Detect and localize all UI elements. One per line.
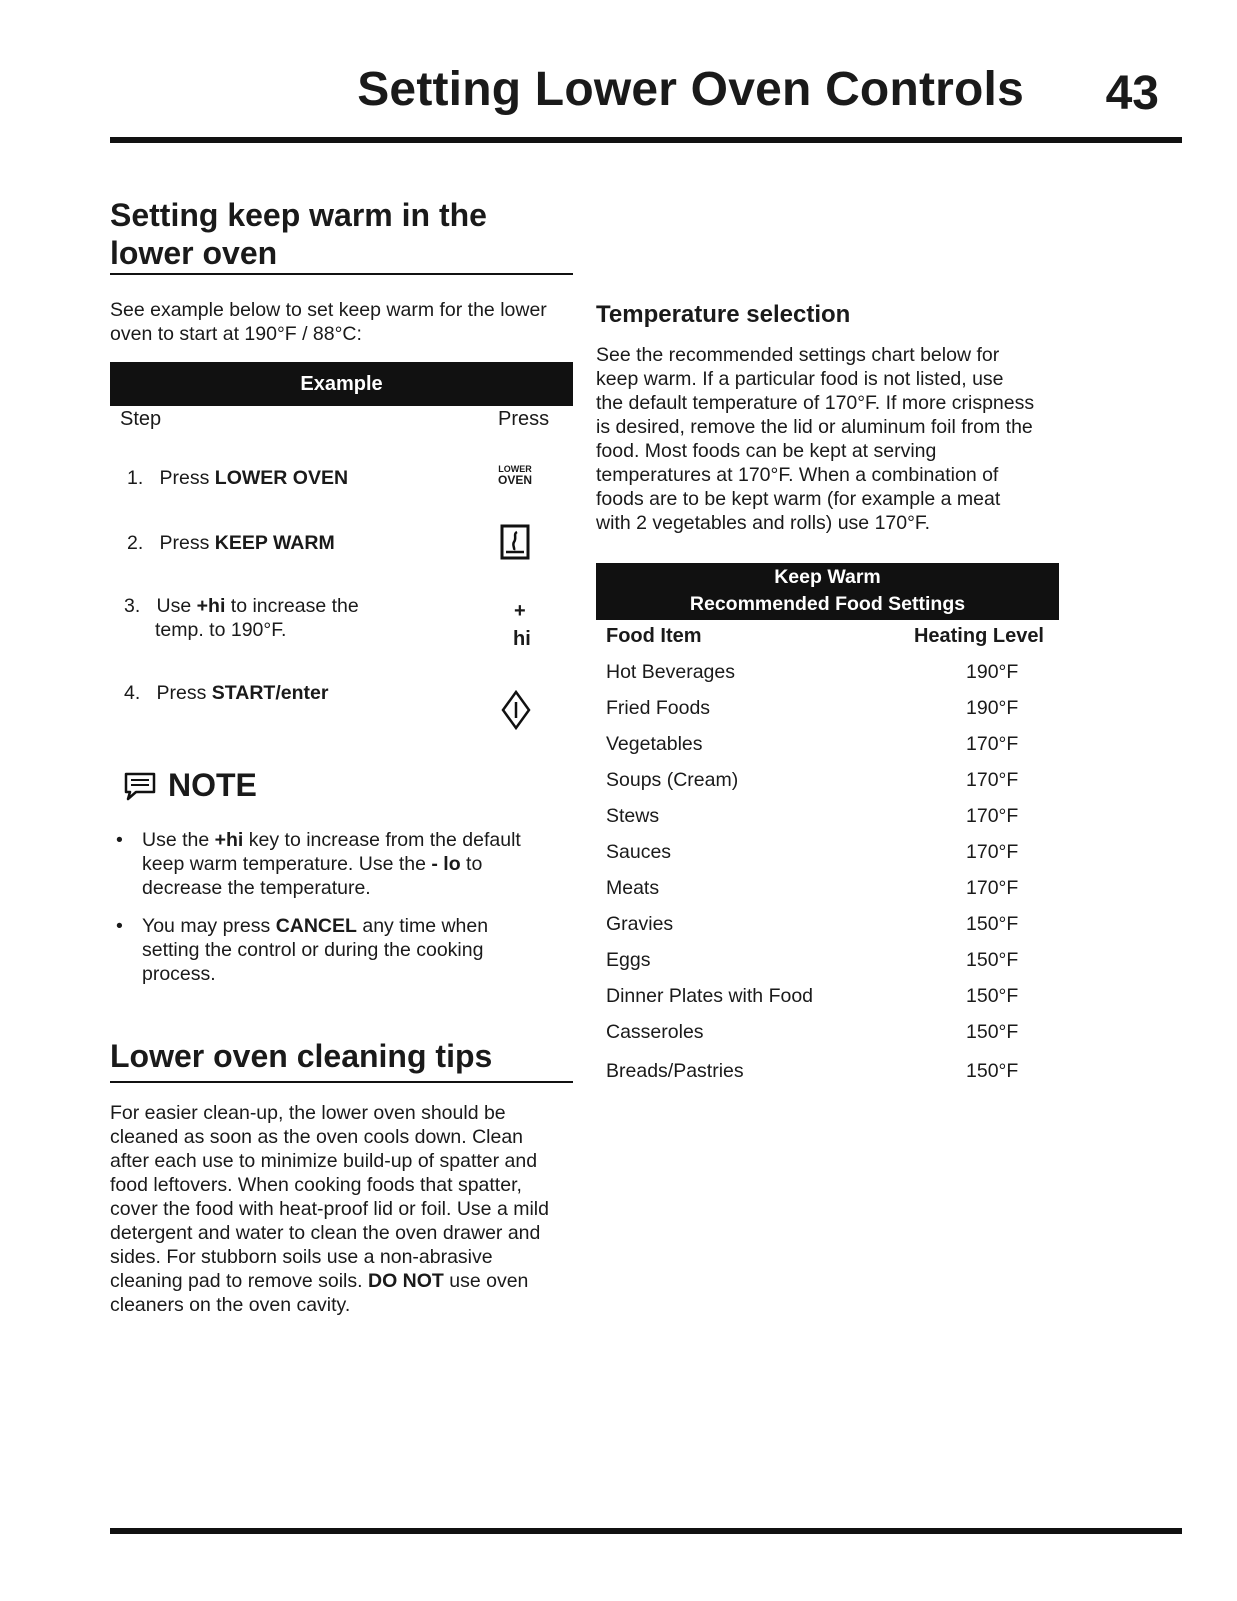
table-row-temp: 190°F: [966, 697, 1019, 719]
table-row-food: Eggs: [606, 949, 651, 971]
table-row-food: Meats: [606, 877, 660, 899]
keep-warm-key-icon: [500, 524, 530, 565]
footer-rule: [110, 1528, 1182, 1534]
step-column-header: Step: [120, 408, 162, 430]
table-row-temp: 150°F: [966, 913, 1019, 935]
keep-warm-heading-rule: [110, 273, 573, 275]
example-bar: Example: [110, 362, 573, 406]
page-title: Setting Lower Oven Controls: [357, 63, 1024, 116]
keep-warm-heading-line1: Setting keep warm in the: [110, 197, 487, 233]
table-row-temp: 150°F: [966, 949, 1019, 971]
table-row-temp: 190°F: [966, 661, 1019, 683]
table-row-temp: 150°F: [966, 985, 1019, 1007]
step-1: 1. Press LOWER OVEN: [127, 467, 349, 489]
table-row-temp: 170°F: [966, 877, 1019, 899]
cleaning-body: For easier clean-up, the lower oven should be cleaned as soon as the oven cools down. Clean after each use to minimize build-up of spatter and food leftovers. When cooking foods that spatter, cover the food with heat-proof lid or foil. Use a mild detergent and water to clean the oven drawer and sides. For stubborn soils use a non-abrasive cleaning pad to remove soils. DO NOT use oven cleaners on the oven cavity.: [110, 1102, 549, 1316]
step-4: 4. Press START/enter: [124, 682, 329, 704]
table-row-temp: 150°F: [966, 1060, 1019, 1082]
note-title: NOTE: [168, 767, 257, 803]
food-item-header: Food Item: [606, 625, 702, 647]
step-3-line2: temp. to 190°F.: [155, 619, 287, 641]
keep-warm-table-title: Keep Warm Recommended Food Settings: [596, 563, 1059, 620]
page-number: 43: [1105, 67, 1159, 120]
lower-oven-key-icon: LOWER OVEN: [497, 464, 532, 487]
step-3: 3. Use +hi to increase the: [124, 595, 359, 617]
note-bullet-2: • You may press CANCEL any time when setting the control or during the cooking process.: [116, 915, 489, 985]
plus-icon: +: [514, 600, 526, 622]
table-row-food: Breads/Pastries: [606, 1060, 744, 1082]
note-bullet-1: • Use the +hi key to increase from the default keep warm temperature. Use the - lo to decrease the temperature.: [116, 829, 521, 899]
keep-warm-intro-line1: See example below to set keep warm for the lower: [110, 299, 547, 321]
table-row-food: Sauces: [606, 841, 672, 863]
table-row-temp: 150°F: [966, 1021, 1019, 1043]
header-rule: [110, 137, 1182, 143]
table-row-food: Stews: [606, 805, 660, 827]
hi-key-label: hi: [513, 628, 531, 650]
press-column-header: Press: [498, 408, 550, 430]
table-row-temp: 170°F: [966, 733, 1019, 755]
table-row-food: Casseroles: [606, 1021, 704, 1043]
start-key-icon: [501, 690, 531, 735]
table-row-food: Hot Beverages: [606, 661, 735, 683]
cleaning-heading-rule: [110, 1081, 573, 1083]
temperature-heading: Temperature selection: [596, 301, 851, 328]
table-row-food: Vegetables: [606, 733, 703, 755]
keep-warm-heading-line2: lower oven: [110, 235, 278, 271]
keep-warm-intro-line2: oven to start at 190°F / 88°C:: [110, 323, 362, 345]
step-2: 2. Press KEEP WARM: [127, 532, 335, 554]
table-row-food: Fried Foods: [606, 697, 711, 719]
table-row-food: Gravies: [606, 913, 674, 935]
heating-level-header: Heating Level: [913, 625, 1044, 647]
table-row-food: Dinner Plates with Food: [606, 985, 814, 1007]
table-row-temp: 170°F: [966, 841, 1019, 863]
table-row-temp: 170°F: [966, 769, 1019, 791]
table-row-temp: 170°F: [966, 805, 1019, 827]
note-icon: [122, 770, 158, 807]
table-row-food: Soups (Cream): [606, 769, 739, 791]
cleaning-heading: Lower oven cleaning tips: [110, 1038, 493, 1074]
temperature-body: See the recommended settings chart below for keep warm. If a particular food is not listed, use the default temperature of 170°F. If more crispness is desired, remove the lid or aluminum foil from the food. Most foods can be kept at serving temperatures at 170°F. When a combination of foods are to be kept warm (for example a meat with 2 vegetables and rolls) use 170°F.: [596, 344, 1035, 534]
